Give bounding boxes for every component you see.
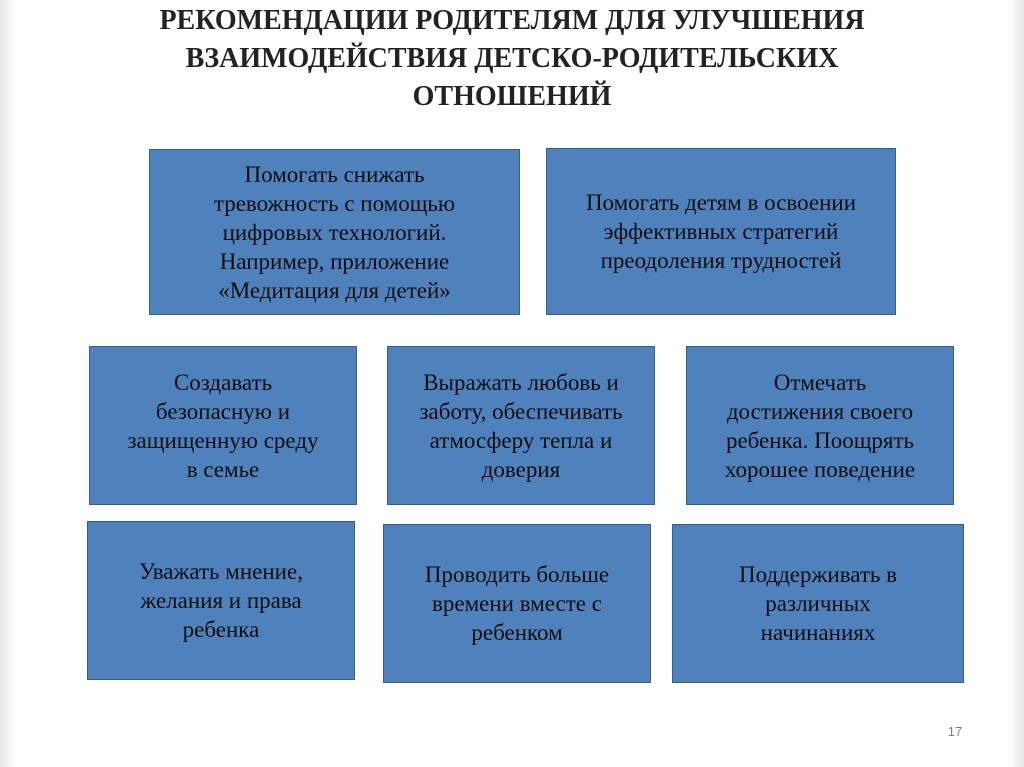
recommendation-box-respect-opinion [87,521,355,680]
recommendation-text-line: Помогать детям в освоении [585,190,857,215]
recommendation-text-line: достижения своего [726,398,914,424]
recommendation-box-reduce-anxiety [149,149,520,315]
recommendation-text-line: начинаниях [760,620,876,645]
recommendation-text-line: тревожность с помощью [213,190,456,216]
recommendation-text [419,368,622,484]
recommendation-text-line: желания и права [140,588,302,613]
recommendation-text-line: различных [765,591,871,616]
recommendation-text [725,368,915,484]
recommendation-text-line: Помогать снижать [244,161,425,187]
recommendation-text-line: преодоления трудностей [600,248,842,273]
slide-title [60,2,964,116]
slide-title-line: ОТНОШЕНИЙ [412,81,612,112]
recommendation-text-line: эффективных стратегий [603,219,839,244]
recommendation-box-express-love [387,346,655,505]
recommendation-box-support-endeavors [672,524,964,683]
recommendation-text [425,560,609,647]
recommendation-text-line: цифровых технологий. [222,219,447,245]
recommendation-box-coping-strategies [546,148,896,315]
slide-title-line: ВЗАИМОДЕЙСТВИЯ ДЕТСКО-РОДИТЕЛЬСКИХ [185,43,839,74]
recommendation-text-line: Поддерживать в [738,562,898,587]
recommendation-text-line: «Медитация для детей» [218,277,451,303]
recommendation-text-line: Проводить больше [424,562,610,587]
recommendation-text-line: Например, приложение [219,248,450,274]
recommendation-text [214,160,455,305]
recommendation-box-safe-environment [89,346,357,505]
recommendation-text-line: времени вместе с [432,591,602,616]
recommendation-box-celebrate-achievements [686,346,954,505]
recommendation-text [586,188,856,275]
recommendation-text-line: ребенком [471,620,563,645]
recommendation-text [127,368,318,484]
slide-edge-shadow-left [0,0,14,767]
recommendation-text [139,557,303,644]
recommendation-text-line: Уважать мнение, [139,559,303,584]
recommendation-box-spend-time [383,524,651,683]
recommendation-text-line: заботу, обеспечивать [419,398,623,424]
slide-title-line: РЕКОМЕНДАЦИИ РОДИТЕЛЯМ ДЛЯ УЛУЧШЕНИЯ [159,5,865,36]
page-number: 17 [947,724,963,739]
recommendation-text-line: Отмечать [773,369,867,395]
recommendation-text-line: безопасную и [155,398,291,424]
recommendation-text-line: в семье [186,456,260,482]
recommendation-text-line: Создавать [173,369,273,395]
slide-edge-shadow-right [1010,0,1024,767]
recommendation-text-line: атмосферу тепла и [429,427,613,453]
recommendation-text-line: Выражать любовь и [423,369,619,395]
recommendation-text-line: ребенка. Поощрять [725,427,915,453]
recommendation-text-line: ребенка [182,617,260,642]
recommendation-text [739,560,897,647]
recommendation-text-line: доверия [481,456,561,482]
recommendation-text-line: защищенную среду [127,427,319,453]
recommendation-text-line: хорошее поведение [724,456,916,482]
